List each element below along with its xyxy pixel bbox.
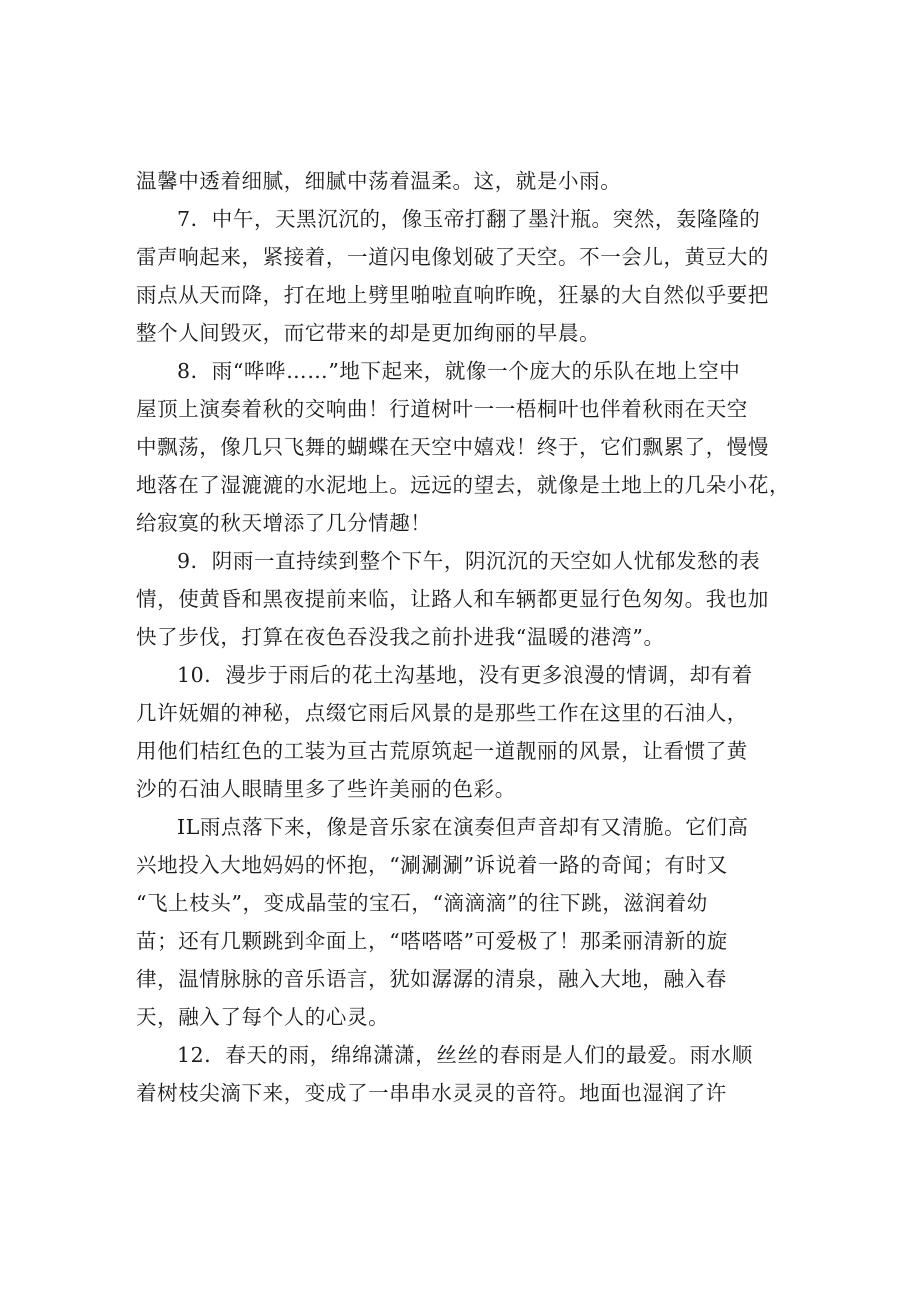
paragraph-7-line: 整个人间毁灭，而它带来的却是更加绚丽的早晨。 xyxy=(136,321,601,345)
paragraph-10-line: 用他们桔红色的工装为亘古荒原筑起一道靓丽的风景，让看惯了黄 xyxy=(136,739,748,763)
paragraph-11-line: “飞上枝头”，变成晶莹的宝石，“滴滴滴”的往下跳，滋润着幼 xyxy=(136,891,708,915)
paragraph-9-line: 情，使黄昏和黑夜提前来临，让路人和车辆都更显行色匆匆。我也加 xyxy=(136,587,769,611)
paragraph-8-line: 屋顶上演奏着秋的交响曲！行道树叶一一梧桐叶也伴着秋雨在天空 xyxy=(136,397,748,421)
paragraph-10-line: 几许妩媚的神秘，点缀它雨后风景的是那些工作在这里的石油人， xyxy=(136,701,748,725)
paragraph-11-line: 兴地投入大地妈妈的怀抱，“涮涮涮”诉说着一路的奇闻；有时又 xyxy=(136,853,728,877)
paragraph-11-line: IL雨点落下来，像是音乐家在演奏但声音却有又清脆。它们高 xyxy=(177,815,749,839)
paragraph-11-line: 律，温情脉脉的音乐语言，犹如潺潺的清泉，融入大地，融入春 xyxy=(136,967,727,991)
paragraph-9-line: 9．阴雨一直持续到整个下午，阴沉沉的天空如人忧郁发愁的表 xyxy=(177,549,761,573)
paragraph-10-line: 10．漫步于雨后的花土沟基地，没有更多浪漫的情调，却有着 xyxy=(177,663,753,687)
paragraph-8-line: 地落在了湿漉漉的水泥地上。远远的望去，就像是土地上的几朵小花， xyxy=(136,473,791,497)
paragraph-12-line: 着树枝尖滴下来，变成了一串串水灵灵的音符。地面也湿润了许 xyxy=(136,1081,727,1105)
paragraph-8-line: 给寂寞的秋天增添了几分情趣！ xyxy=(136,511,432,535)
paragraph-7-line: 雷声响起来，紧接着，一道闪电像划破了天空。不一会儿，黄豆大的 xyxy=(136,245,769,269)
paragraph-8-line: 8．雨“哗哗……”地下起来，就像一个庞大的乐队在地上空中 xyxy=(177,359,741,383)
paragraph-12-line: 12．春天的雨，绵绵潇潇，丝丝的春雨是人们的最爱。雨水顺 xyxy=(177,1043,753,1067)
paragraph-7-line: 7．中午，天黑沉沉的，像玉帝打翻了墨汁瓶。突然，轰隆隆的 xyxy=(177,207,761,231)
paragraph-7-line: 雨点从天而降，打在地上劈里啪啦直响昨晚，狂暴的大自然似乎要把 xyxy=(136,283,769,307)
paragraph-line: 温馨中透着细腻，细腻中荡着温柔。这，就是小雨。 xyxy=(136,169,622,193)
paragraph-10-line: 沙的石油人眼睛里多了些许美丽的色彩。 xyxy=(136,777,516,801)
document-body xyxy=(136,162,791,1112)
paragraph-9-line: 快了步伐，打算在夜色吞没我之前扑进我“温暖的港湾”。 xyxy=(136,625,665,649)
paragraph-11-line: 苗；还有几颗跳到伞面上，“嗒嗒嗒”可爱极了！那柔丽清新的旋 xyxy=(136,929,728,953)
paragraph-8-line: 中飘荡，像几只飞舞的蝴蝶在天空中嬉戏！终于，它们飘累了，慢慢 xyxy=(136,435,769,459)
paragraph-11-line: 天，融入了每个人的心灵。 xyxy=(136,1005,390,1029)
